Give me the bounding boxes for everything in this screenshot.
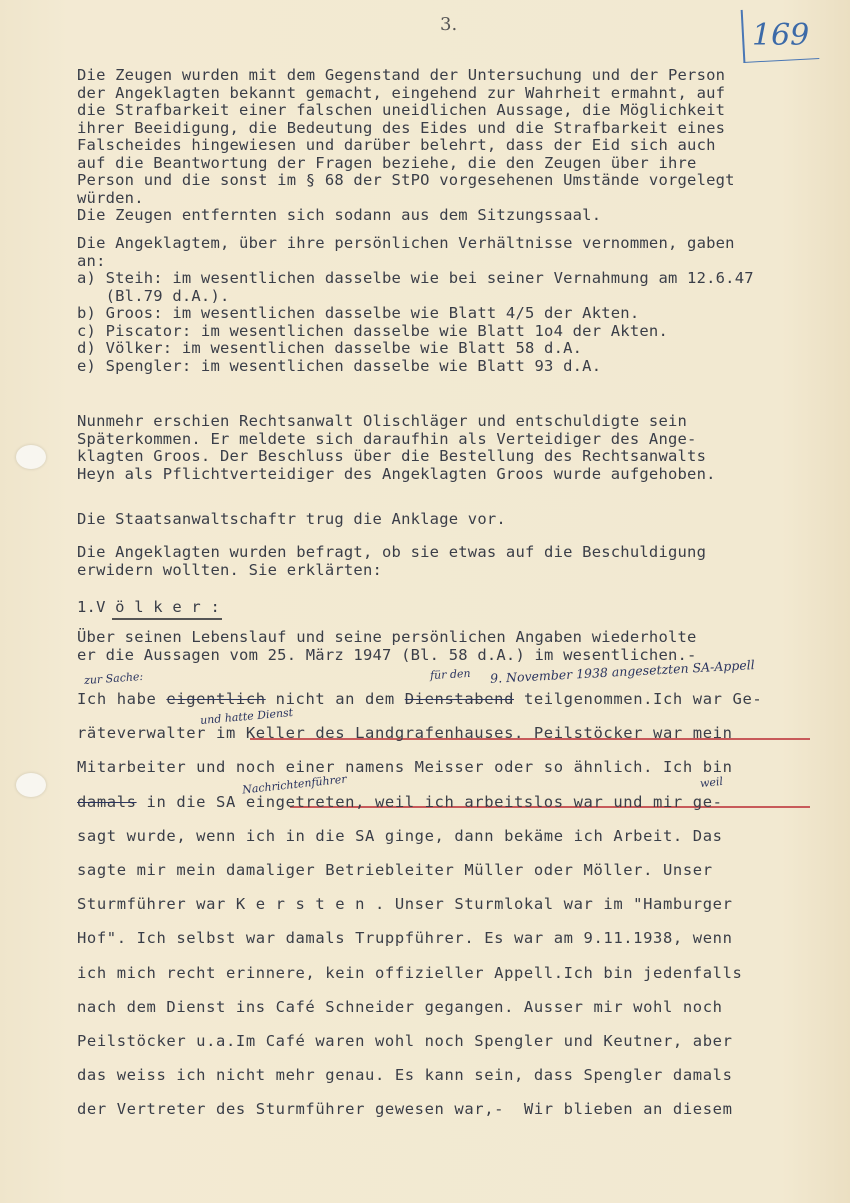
heading-underline xyxy=(112,618,222,620)
section-heading-voelker: 1.V ö l k e r : xyxy=(77,598,220,616)
text-line: c) Piscator: im wesentlichen dasselbe wie Blatt 1o4 der Akten. xyxy=(77,321,668,340)
struck-text: damals xyxy=(77,792,137,811)
text-line: Nunmehr erschien Rechtsanwalt Olischläger und entschuldigte sein xyxy=(77,412,688,430)
text-line: ihrer Beeidigung, die Bedeutung des Eides und die Strafbarkeit eines xyxy=(77,118,726,137)
text-line: er die Aussagen vom 25. März 1947 (Bl. 58 d.A.) im wesentlichen.- xyxy=(77,645,697,664)
text-line: (Bl.79 d.A.). xyxy=(77,286,230,305)
line-indictment: Die Staatsanwaltschaftr trug die Anklage vor. xyxy=(77,510,506,528)
handwritten-und-hatte-dienst: und hatte Dienst xyxy=(199,705,294,728)
text-segment: in die SA eingetreten, weil ich arbeitslos war und mir ge- xyxy=(136,792,723,811)
text-line: Die Zeugen entfernten sich sodann aus dem Sitzungssaal. xyxy=(77,206,602,224)
struck-text: eigentlich xyxy=(166,690,266,708)
handwritten-zur-sache: zur Sache: xyxy=(83,669,144,688)
testimony-line: nach dem Dienst ins Café Schneider gegangen. Ausser mir wohl noch xyxy=(77,997,723,1016)
text-line: klagten Groos. Der Beschluss über die Bestellung des Rechtsanwalts xyxy=(77,447,707,465)
text-segment: nicht an dem xyxy=(265,690,405,708)
testimony-line: ich mich recht erinnere, kein offizieller Appell.Ich bin jedenfalls xyxy=(77,963,743,982)
handwritten-nachrichtenfuehrer: Nachrichtenführer xyxy=(241,772,348,797)
folio-number: 169 xyxy=(752,18,810,53)
handwritten-fuer-den: für den xyxy=(429,666,471,683)
punch-hole-top xyxy=(16,445,46,469)
handwritten-november-appell: 9. November 1938 angesetzten SA-Appell xyxy=(489,657,756,686)
text-line: Über seinen Lebenslauf und seine persönlichen Angaben wiederholte xyxy=(77,628,697,646)
testimony-line: Peilstöcker u.a.Im Café waren wohl noch Spengler und Keutner, aber xyxy=(77,1032,733,1050)
text-line: Falscheides hingewiesen und darüber belehrt, dass der Eid sich auch xyxy=(77,136,716,154)
testimony-line: der Vertreter des Sturmführer gewesen war,- Wir blieben an diesem xyxy=(77,1100,733,1119)
text-segment: Ich habe xyxy=(77,690,167,708)
text-line: a) Steih: im wesentlichen dasselbe wie bei seiner Vernahmung am 12.6.47 xyxy=(77,269,754,287)
testimony-line: Sturmführer war K e r s t e n . Unser Sturmlokal war im "Hamburger xyxy=(77,895,733,914)
text-line: b) Groos: im wesentlichen dasselbe wie Blatt 4/5 der Akten. xyxy=(77,304,640,322)
text-line: Die Angeklagten wurden befragt, ob sie etwas auf die Beschuldigung xyxy=(77,543,707,561)
text-line: die Strafbarkeit einer falschen uneidlichen Aussage, die Möglichkeit xyxy=(77,101,726,119)
testimony-line: das weiss ich nicht mehr genau. Es kann sein, dass Spengler damals xyxy=(77,1066,733,1085)
testimony-line: Hof". Ich selbst war damals Truppführer. Es war am 9.11.1938, wenn xyxy=(77,929,733,948)
text-segment: teilgenommen.Ich war Ge- xyxy=(514,690,763,708)
text-line: Die Zeugen wurden mit dem Gegenstand der Untersuchung und der Person xyxy=(77,66,726,84)
text-line: Späterkommen. Er meldete sich daraufhin als Verteidiger des Ange- xyxy=(77,429,697,448)
text-line: auf die Beantwortung der Fragen beziehe, die den Zeugen über ihre xyxy=(77,153,697,172)
text-line: würden. xyxy=(77,188,144,207)
punch-hole-bottom xyxy=(16,773,46,797)
testimony-line: Mitarbeiter und noch einer namens Meisser oder so ähnlich. Ich bin xyxy=(77,758,733,777)
text-line: Heyn als Pflichtverteidiger des Angeklagten Groos wurde aufgehoben. xyxy=(77,464,716,483)
text-line: erwidern wollten. Sie erklärten: xyxy=(77,560,383,579)
text-line: an: xyxy=(77,251,106,270)
page-number: 3. xyxy=(440,14,458,35)
text-line: e) Spengler: im wesentlichen dasselbe wie Blatt 93 d.A. xyxy=(77,356,602,375)
testimony-line: räteverwalter im Keller des Landgrafenhauses. Peilstöcker war mein xyxy=(77,724,733,743)
struck-text: Dienstabend xyxy=(404,690,515,708)
text-line: Person und die sonst im § 68 der StPO vorgesehenen Umstände vorgelegt xyxy=(77,171,735,189)
testimony-line xyxy=(77,690,762,708)
text-line: der Angeklagten bekannt gemacht, eingehend zur Wahrheit ermahnt, auf xyxy=(77,83,726,102)
testimony-line: sagte mir mein damaliger Betriebleiter Müller oder Möller. Unser xyxy=(77,861,713,879)
text-line: d) Völker: im wesentlichen dasselbe wie Blatt 58 d.A. xyxy=(77,339,583,357)
handwritten-weil: weil xyxy=(699,774,724,791)
testimony-line: sagt wurde, wenn ich in die SA ginge, dann bekäme ich Arbeit. Das xyxy=(77,826,723,845)
testimony-line xyxy=(77,793,723,811)
text-line: Die Angeklagtem, über ihre persönlichen Verhältnisse vernommen, gaben xyxy=(77,234,735,252)
